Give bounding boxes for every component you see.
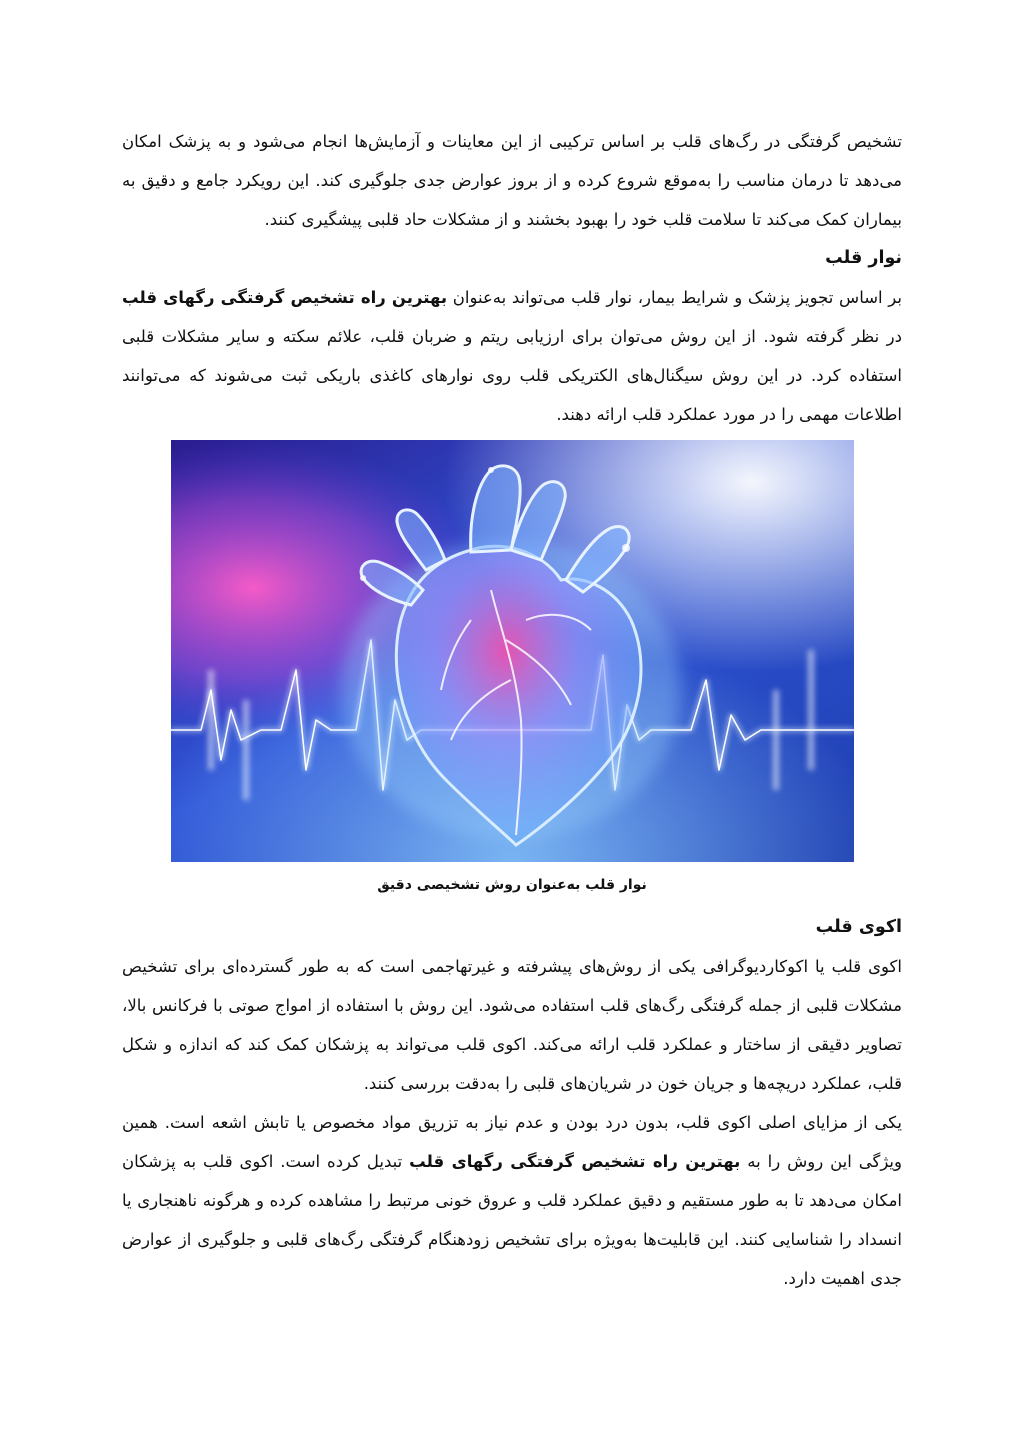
echo-paragraph-2: [122, 1103, 902, 1298]
echo-keyword-link[interactable]: بهترین راه تشخیص گرفتگی رگهای قلب: [409, 1152, 741, 1171]
ecg-paragraph-lead: بر اساس تجویز پزشک و شرایط بیمار، نوار قلب می‌تواند به‌عنوان: [447, 288, 903, 307]
echo-paragraph-lead: یکی از مزایای اصلی اکوی قلب، بدون درد بودن و عدم نیاز به تزریق مواد مخصوص یا تابش اشعه است. همین ویژگی این روش را به: [122, 1113, 902, 1171]
figure-caption: نوار قلب به‌عنوان روش تشخیصی دقیق: [377, 877, 647, 893]
document-page: [122, 122, 902, 1298]
echo-paragraph-1: اکوی قلب یا اکوکاردیوگرافی یکی از روش‌های پیشرفته و غیرتهاجمی است که به طور گسترده‌ای برای تشخیص مشکلات قلبی از جمله گرفتگی رگ‌های قلب استفاده می‌شود. این روش با استفاده از امواج صوتی با فرکانس بالا، تصاویر دقیقی از ساختار و عملکرد قلب ارائه می‌کند. اکوی قلب می‌تواند به پزشکان کمک کند که اندازه و شکل قلب، عملکرد دریچه‌ها و جریان خون در شریان‌های قلبی را به‌دقت بررسی کنند.: [122, 957, 902, 1093]
ecg-section-heading: نوار قلب: [825, 248, 902, 268]
ecg-keyword-link[interactable]: بهترین راه تشخیص گرفتگی رگهای قلب: [122, 288, 448, 307]
ecg-paragraph: [122, 278, 902, 434]
intro-paragraph: تشخیص گرفتگی در رگ‌های قلب بر اساس ترکیبی از این معاینات و آزمایش‌ها انجام می‌شود و به پزشک امکان می‌دهد تا درمان مناسب را به‌موقع شروع کرده و از بروز عوارض جدی جلوگیری کند. این رویکرد جامع و دقیق به بیماران کمک می‌کند تا سلامت قلب خود را بهبود بخشند و از مشکلات حاد قلبی پیشگیری کنند.: [122, 132, 902, 229]
heart-ecg-illustration: [171, 440, 854, 862]
ecg-paragraph-tail: در نظر گرفته شود. از این روش می‌توان برای ارزیابی ریتم و ضربان قلب، علائم سکته و سایر مشکلات قلبی استفاده کرد. در این روش سیگنال‌های الکتریکی قلب روی نوارهای کاغذی باریکی ثبت می‌شوند که می‌توانند اطلاعات مهمی را در مورد عملکرد قلب ارائه دهند.: [122, 327, 902, 424]
echo-paragraph-tail: تبدیل کرده است. اکوی قلب به پزشکان امکان می‌دهد تا به طور مستقیم و دقیق عملکرد قلب و عروق خونی مرتبط را مشاهده کرده و هرگونه ناهنجاری یا انسداد را شناسایی کنند. این قابلیت‌ها به‌ویژه برای تشخیص زودهنگام گرفتگی رگ‌های قلبی و جلوگیری از عوارض جدی اهمیت دارد.: [122, 1152, 902, 1288]
echo-section-heading: اکوی قلب: [815, 917, 902, 937]
